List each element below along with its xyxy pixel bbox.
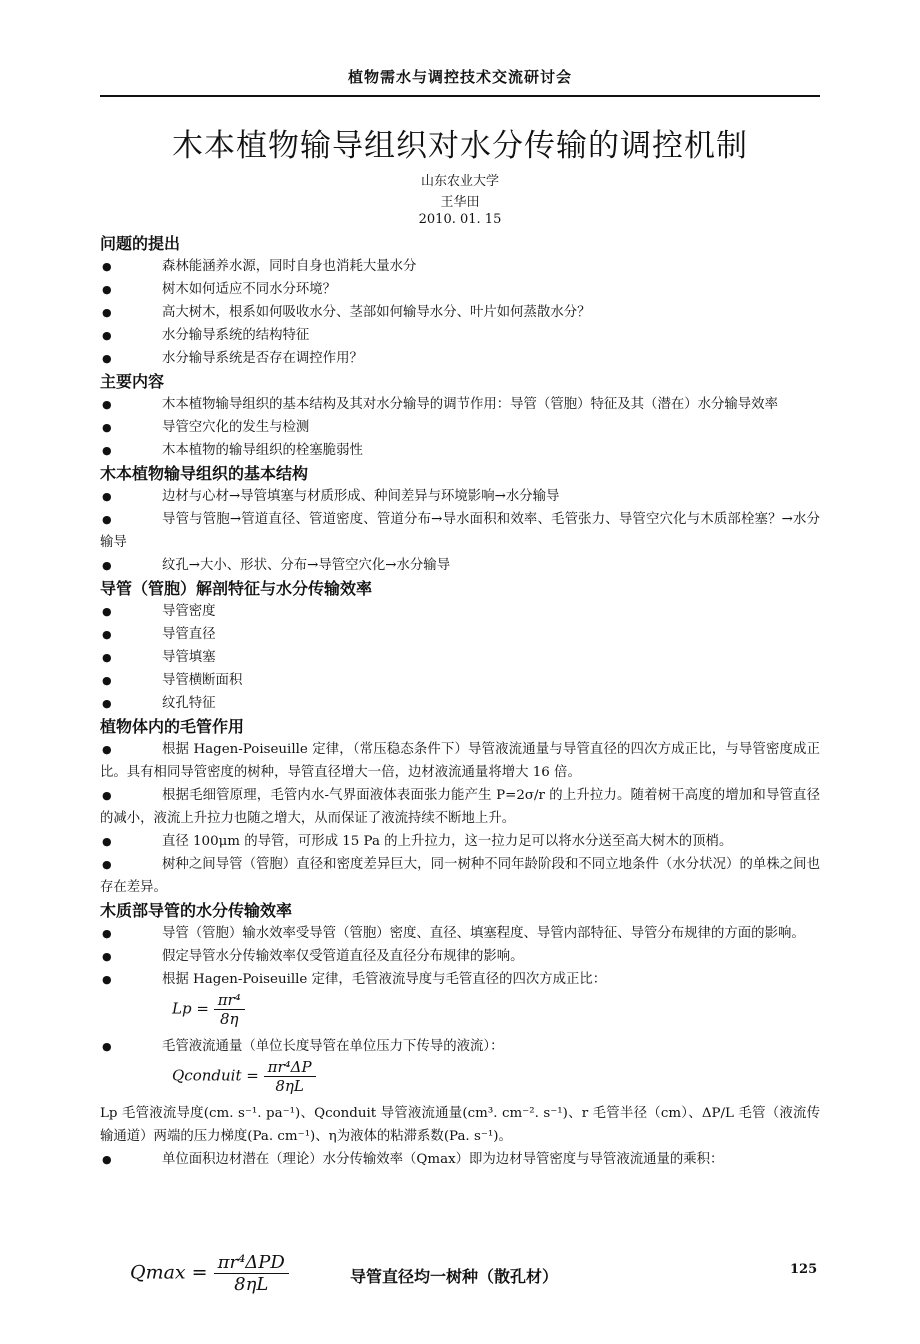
list-item-text: 根据 Hagen-Poiseuille 定律，（常压稳态条件下）导管液流通量与导管直径的四次方成正比，与导管密度成正比。具有相同导管密度的树种，导管直径增大一倍，边材液流通量将增大 16 倍。 xyxy=(100,742,820,780)
formula-fraction xyxy=(214,1252,289,1295)
bullet-icon: ● xyxy=(102,513,112,526)
section-heading: 主要内容 xyxy=(100,372,165,391)
list-item xyxy=(100,830,820,853)
bullet-icon: ● xyxy=(102,743,112,756)
formula-numerator: πr⁴ xyxy=(214,991,245,1010)
list-item: ● 木本植物的输导组织的栓塞脆弱性 xyxy=(100,439,820,462)
formula-fraction xyxy=(264,1058,316,1095)
formula-denominator: 8ηL xyxy=(275,1077,304,1095)
list-item xyxy=(100,922,820,945)
list-item xyxy=(100,738,820,784)
list-item: ● 假定导管水分传输效率仅受管道直径及直径分布规律的影响。 xyxy=(100,945,820,968)
variable-definitions: Lp 毛管液流导度(cm. s⁻¹. pa⁻¹)、Qconduit 导管液流通量(cm³. cm⁻². s⁻¹)、r 毛管半径（cm）、ΔP/L 毛管（液流传输通道）两端的压力梯度(Pa. cm⁻¹)、η为液体的粘滞系数(Pa. s⁻¹)。 xyxy=(100,1106,820,1144)
bullet-icon: ● xyxy=(102,1153,112,1166)
section-heading: 木质部导管的水分传输效率 xyxy=(100,901,293,920)
date: 2010. 01. 15 xyxy=(418,212,502,227)
formula-lhs: Qconduit = xyxy=(172,1066,259,1085)
list-item xyxy=(100,1148,820,1171)
list-item: ● 导管填塞 xyxy=(100,646,820,669)
list-item-text: 单位面积边材潜在（理论）水分传输效率（Qmax）即为边材导管密度与导管液流通量的乘积： xyxy=(162,1152,724,1167)
header-rule xyxy=(100,95,820,97)
list-item: ● 纹孔→大小、形状、分布→导管空穴化→水分输导 xyxy=(100,554,820,577)
list-item xyxy=(100,853,820,899)
list-item: ● 高大树木，根系如何吸收水分、茎部如何输导水分、叶片如何蒸散水分？ xyxy=(100,301,820,324)
list-item: ● 导管密度 xyxy=(100,600,820,623)
list-item: ● 纹孔特征 xyxy=(100,692,820,715)
formula-lhs: Qmax = xyxy=(130,1261,208,1284)
formula-fraction xyxy=(214,991,245,1028)
list-item: ● 树木如何适应不同水分环境？ xyxy=(100,278,820,301)
section-heading: 植物体内的毛管作用 xyxy=(100,717,245,736)
bullet-icon: ● xyxy=(102,398,112,411)
list-item: ● 水分输导系统是否存在调控作用？ xyxy=(100,347,820,370)
list-item: ● 森林能涵养水源，同时自身也消耗大量水分 xyxy=(100,255,820,278)
list-item-text: 木本植物输导组织的基本结构及其对水分输导的调节作用：导管（管胞）特征及其（潜在）水分输导效率 xyxy=(162,397,778,412)
body-content xyxy=(100,232,820,1171)
list-item: ● 导管直径 xyxy=(100,623,820,646)
page-number: 125 xyxy=(790,1262,818,1277)
bullet-icon: ● xyxy=(102,835,112,848)
bullet-icon: ● xyxy=(102,858,112,871)
list-item xyxy=(100,508,820,554)
affiliation: 山东农业大学 xyxy=(420,174,499,189)
list-item-text: 树种之间导管（管胞）直径和密度差异巨大，同一树种不同年龄阶段和不同立地条件（水分状况）的单株之间也存在差异。 xyxy=(100,857,820,895)
list-item-text: 直径 100μm 的导管，可形成 15 Pa 的上升拉力，这一拉力足可以将水分送至高大树木的顶梢。 xyxy=(162,834,733,849)
formula-qconduit xyxy=(172,1058,820,1102)
qmax-note: 导管直径均一树种（散孔材） xyxy=(350,1267,559,1286)
list-item-text: 根据毛细管原理，毛管内水-气界面液体表面张力能产生 P=2σ/r 的上升拉力。随着树干高度的增加和导管直径的减小，液流上升拉力也随之增大，从而保证了液流持续不断地上升。 xyxy=(100,788,820,826)
author: 王华田 xyxy=(440,195,480,210)
formula-qmax xyxy=(130,1252,289,1295)
qmax-formula-row xyxy=(100,1248,820,1308)
bullet-icon: ● xyxy=(102,927,112,940)
formula-lp xyxy=(172,991,820,1035)
list-item xyxy=(100,393,820,416)
list-item: ● 水分输导系统的结构特征 xyxy=(100,324,820,347)
section-heading: 导管（管胞）解剖特征与水分传输效率 xyxy=(100,579,373,598)
list-item: ● 毛管液流通量（单位长度导管在单位压力下传导的液流）： xyxy=(100,1035,820,1058)
list-item-text: 导管（管胞）输水效率受导管（管胞）密度、直径、填塞程度、导管内部特征、导管分布规律的方面的影响。 xyxy=(162,926,805,941)
list-item: ● 导管横断面积 xyxy=(100,669,820,692)
list-item: ● 导管空穴化的发生与检测 xyxy=(100,416,820,439)
formula-denominator: 8ηL xyxy=(234,1274,269,1295)
formula-lhs: Lp = xyxy=(172,999,209,1018)
list-item xyxy=(100,784,820,830)
paper-title: 木本植物输导组织对水分传输的调控机制 xyxy=(172,128,748,164)
formula-numerator: πr⁴ΔP xyxy=(264,1058,316,1077)
section-heading: 木本植物输导组织的基本结构 xyxy=(100,464,309,483)
list-item: ● 根据 Hagen-Poiseuille 定律，毛管液流导度与毛管直径的四次方成正比： xyxy=(100,968,820,991)
formula-denominator: 8η xyxy=(219,1010,239,1028)
formula-numerator: πr⁴ΔPD xyxy=(214,1252,289,1274)
list-item-text: 导管与管胞→管道直径、管道密度、管道分布→导水面积和效率、毛管张力、导管空穴化与木质部栓塞？→水分输导 xyxy=(100,512,820,550)
list-item: ● 边材与心材→导管填塞与材质形成、种间差异与环境影响→水分输导 xyxy=(100,485,820,508)
section-heading: 问题的提出 xyxy=(100,234,181,253)
bullet-icon: ● xyxy=(102,789,112,802)
running-header: 植物需水与调控技术交流研讨会 xyxy=(347,68,572,86)
